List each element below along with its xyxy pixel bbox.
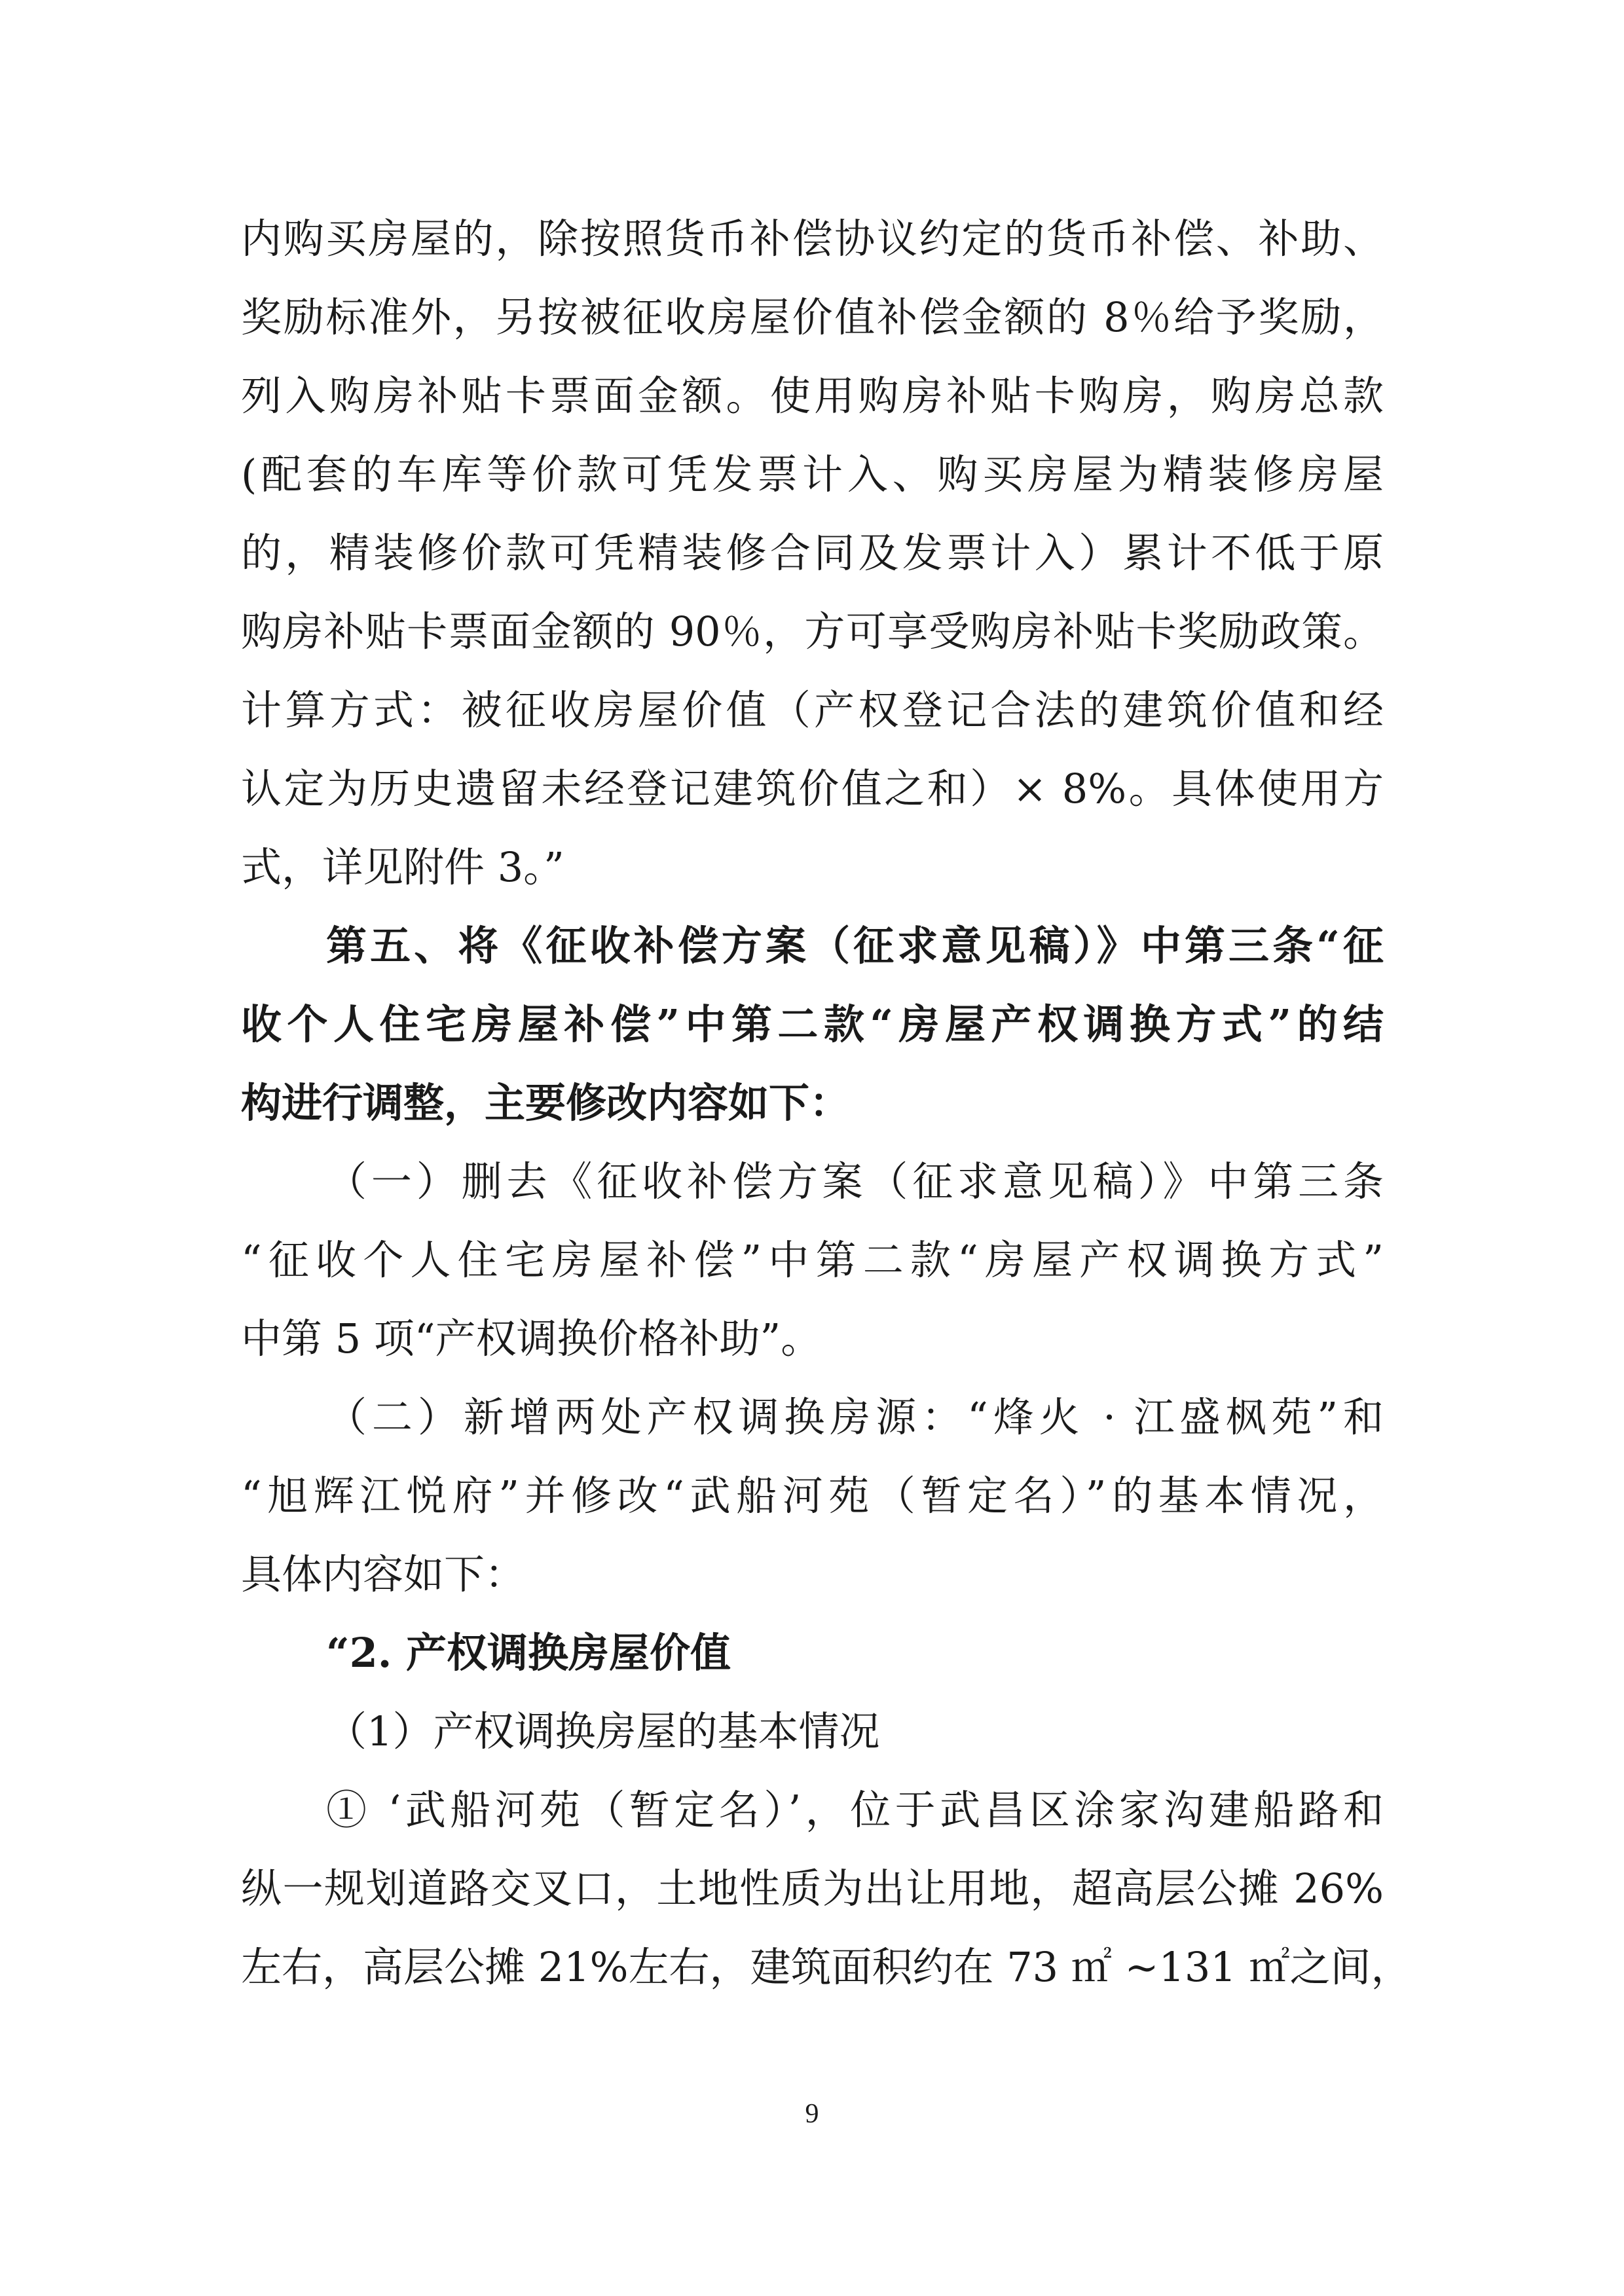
text-line: ① ‘武船河苑（暂定名）’，位于武昌区涂家沟建船路和 [326, 1786, 1384, 1834]
section-heading-line: 第五、将《征收补偿方案（征求意见稿）》中第三条“征 [326, 922, 1384, 970]
text-line: 内购买房屋的，除按照货币补偿协议约定的货币补偿、补助、 [241, 215, 1384, 263]
page-number: 9 [805, 2099, 819, 2129]
subheading-line: “2. 产权调换房屋价值 [326, 1629, 731, 1677]
text-line: “旭辉江悦府”并修改“武船河苑（暂定名）”的基本情况， [241, 1472, 1384, 1520]
text-line: (配套的车库等价款可凭发票计入、购买房屋为精装修房屋 [241, 450, 1384, 498]
text-line: 式，详见附件 3。” [241, 843, 564, 891]
text-line: 列入购房补贴卡票面金额。使用购房补贴卡购房，购房总款 [241, 372, 1384, 420]
text-line: （二）新增两处产权调换房源：“烽火 · 江盛枫苑”和 [326, 1393, 1384, 1441]
text-line: 计算方式：被征收房屋价值（产权登记合法的建筑价值和经 [241, 686, 1384, 734]
text-line: 的，精装修价款可凭精装修合同及发票计入）累计不低于原 [241, 529, 1384, 577]
section-heading-line: 收个人住宅房屋补偿”中第二款“房屋产权调换方式”的结 [241, 1000, 1384, 1048]
text-line: （1）产权调换房屋的基本情况 [326, 1707, 880, 1755]
text-line: 奖励标准外，另按被征收房屋价值补偿金额的 8％给予奖励， [241, 293, 1384, 341]
text-line: 左右，高层公摊 21%左右，建筑面积约在 73 ㎡ ~131 ㎡之间， [241, 1943, 1412, 1991]
text-line: 认定为历史遗留未经登记建筑价值之和）× 8%。具体使用方 [241, 765, 1384, 812]
text-line: 具体内容如下： [241, 1550, 526, 1598]
section-heading-line: 构进行调整，主要修改内容如下： [241, 1079, 851, 1127]
text-line: “征收个人住宅房屋补偿”中第二款“房屋产权调换方式” [241, 1236, 1384, 1284]
text-line: 中第 5 项“产权调换价格补助”。 [241, 1315, 822, 1362]
text-line: （一）删去《征收补偿方案（征求意见稿）》中第三条 [326, 1157, 1384, 1205]
text-line: 纵一规划道路交叉口，土地性质为出让用地，超高层公摊 26% [241, 1865, 1384, 1912]
text-line: 购房补贴卡票面金额的 90％，方可享受购房补贴卡奖励政策。 [241, 608, 1384, 655]
